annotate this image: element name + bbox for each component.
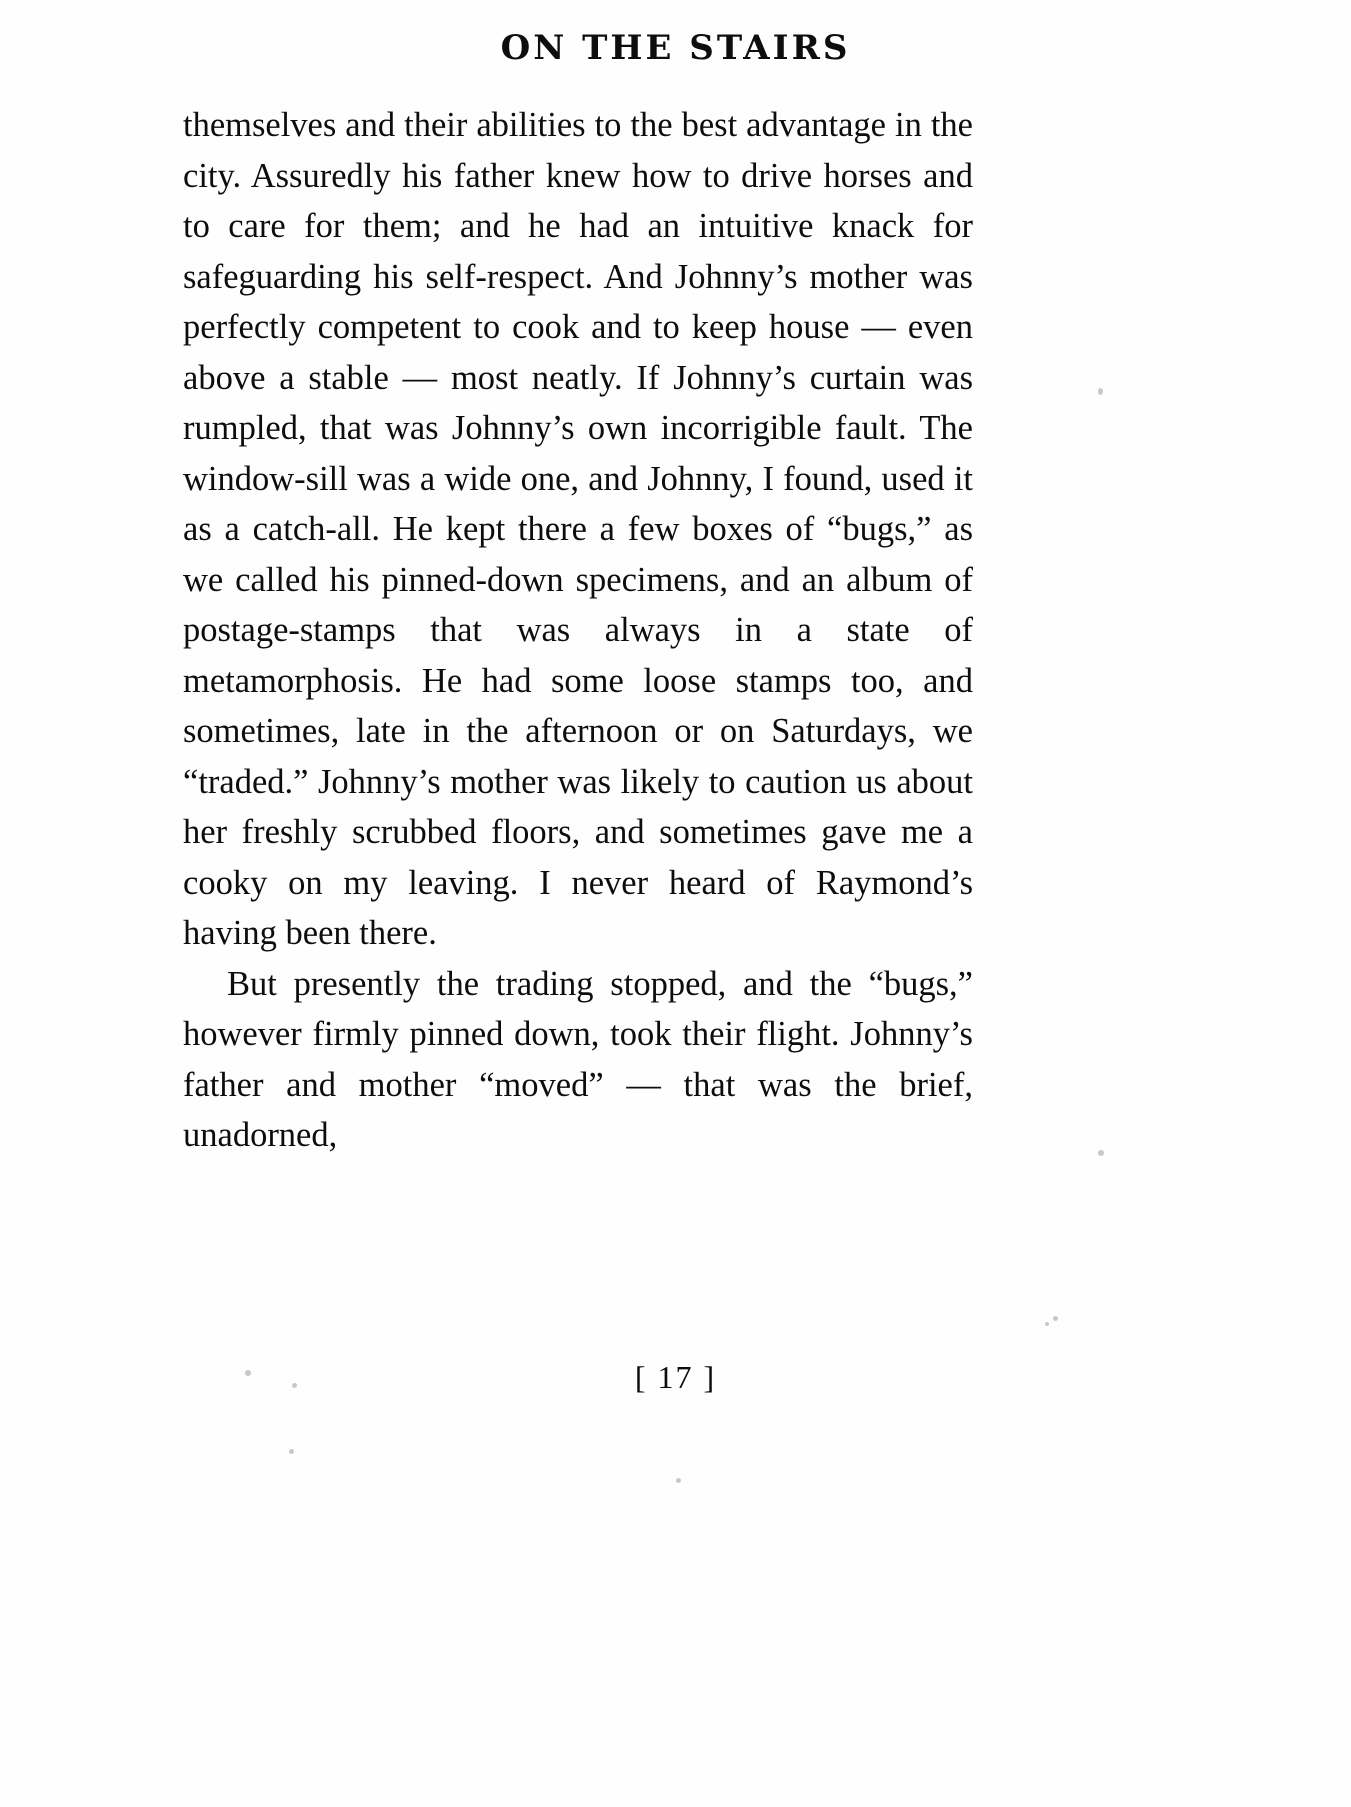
paragraph: But presently the trading stopped, and the “bugs,” however firmly pinned down, took their flight. Johnny’s father and mother “moved” — that was the brief, unadorned, bbox=[183, 964, 973, 1154]
scan-speck bbox=[292, 1383, 297, 1388]
scan-speck bbox=[1098, 388, 1103, 395]
scan-speck bbox=[1045, 1322, 1049, 1326]
page-textblock bbox=[183, 100, 973, 1161]
scan-speck bbox=[676, 1478, 681, 1483]
page-number: [ 17 ] bbox=[634, 1359, 717, 1395]
scan-speck bbox=[1053, 1316, 1058, 1321]
paragraph: themselves and their abilities to the best advantage in the city. Assuredly his father knew how to drive horses and to care for them; and he had an intuitive knack for safeguarding his self-respect. And Johnny’s mother was perfectly competent to cook and to keep house — even above a stable — most neatly. If Johnny’s curtain was rumpled, that was Johnny’s own incorrigible fault. The window-sill was a wide one, and Johnny, I found, used it as a catch-all. He kept there a few boxes of “bugs,” as we called his pinned-down specimens, and an album of postage-stamps that was always in a state of metamorphosis. He had some loose stamps too, and sometimes, late in the afternoon or on Saturdays, we “traded.” Johnny’s mother was likely to caution us about her freshly scrubbed floors, and sometimes gave me a cooky on my leaving. I never heard of Raymond’s having been there. bbox=[183, 106, 973, 952]
scan-speck bbox=[289, 1449, 294, 1454]
scan-speck bbox=[1098, 1150, 1104, 1156]
page-running-head: ON THE STAIRS bbox=[500, 28, 851, 68]
scan-speck bbox=[245, 1370, 251, 1376]
